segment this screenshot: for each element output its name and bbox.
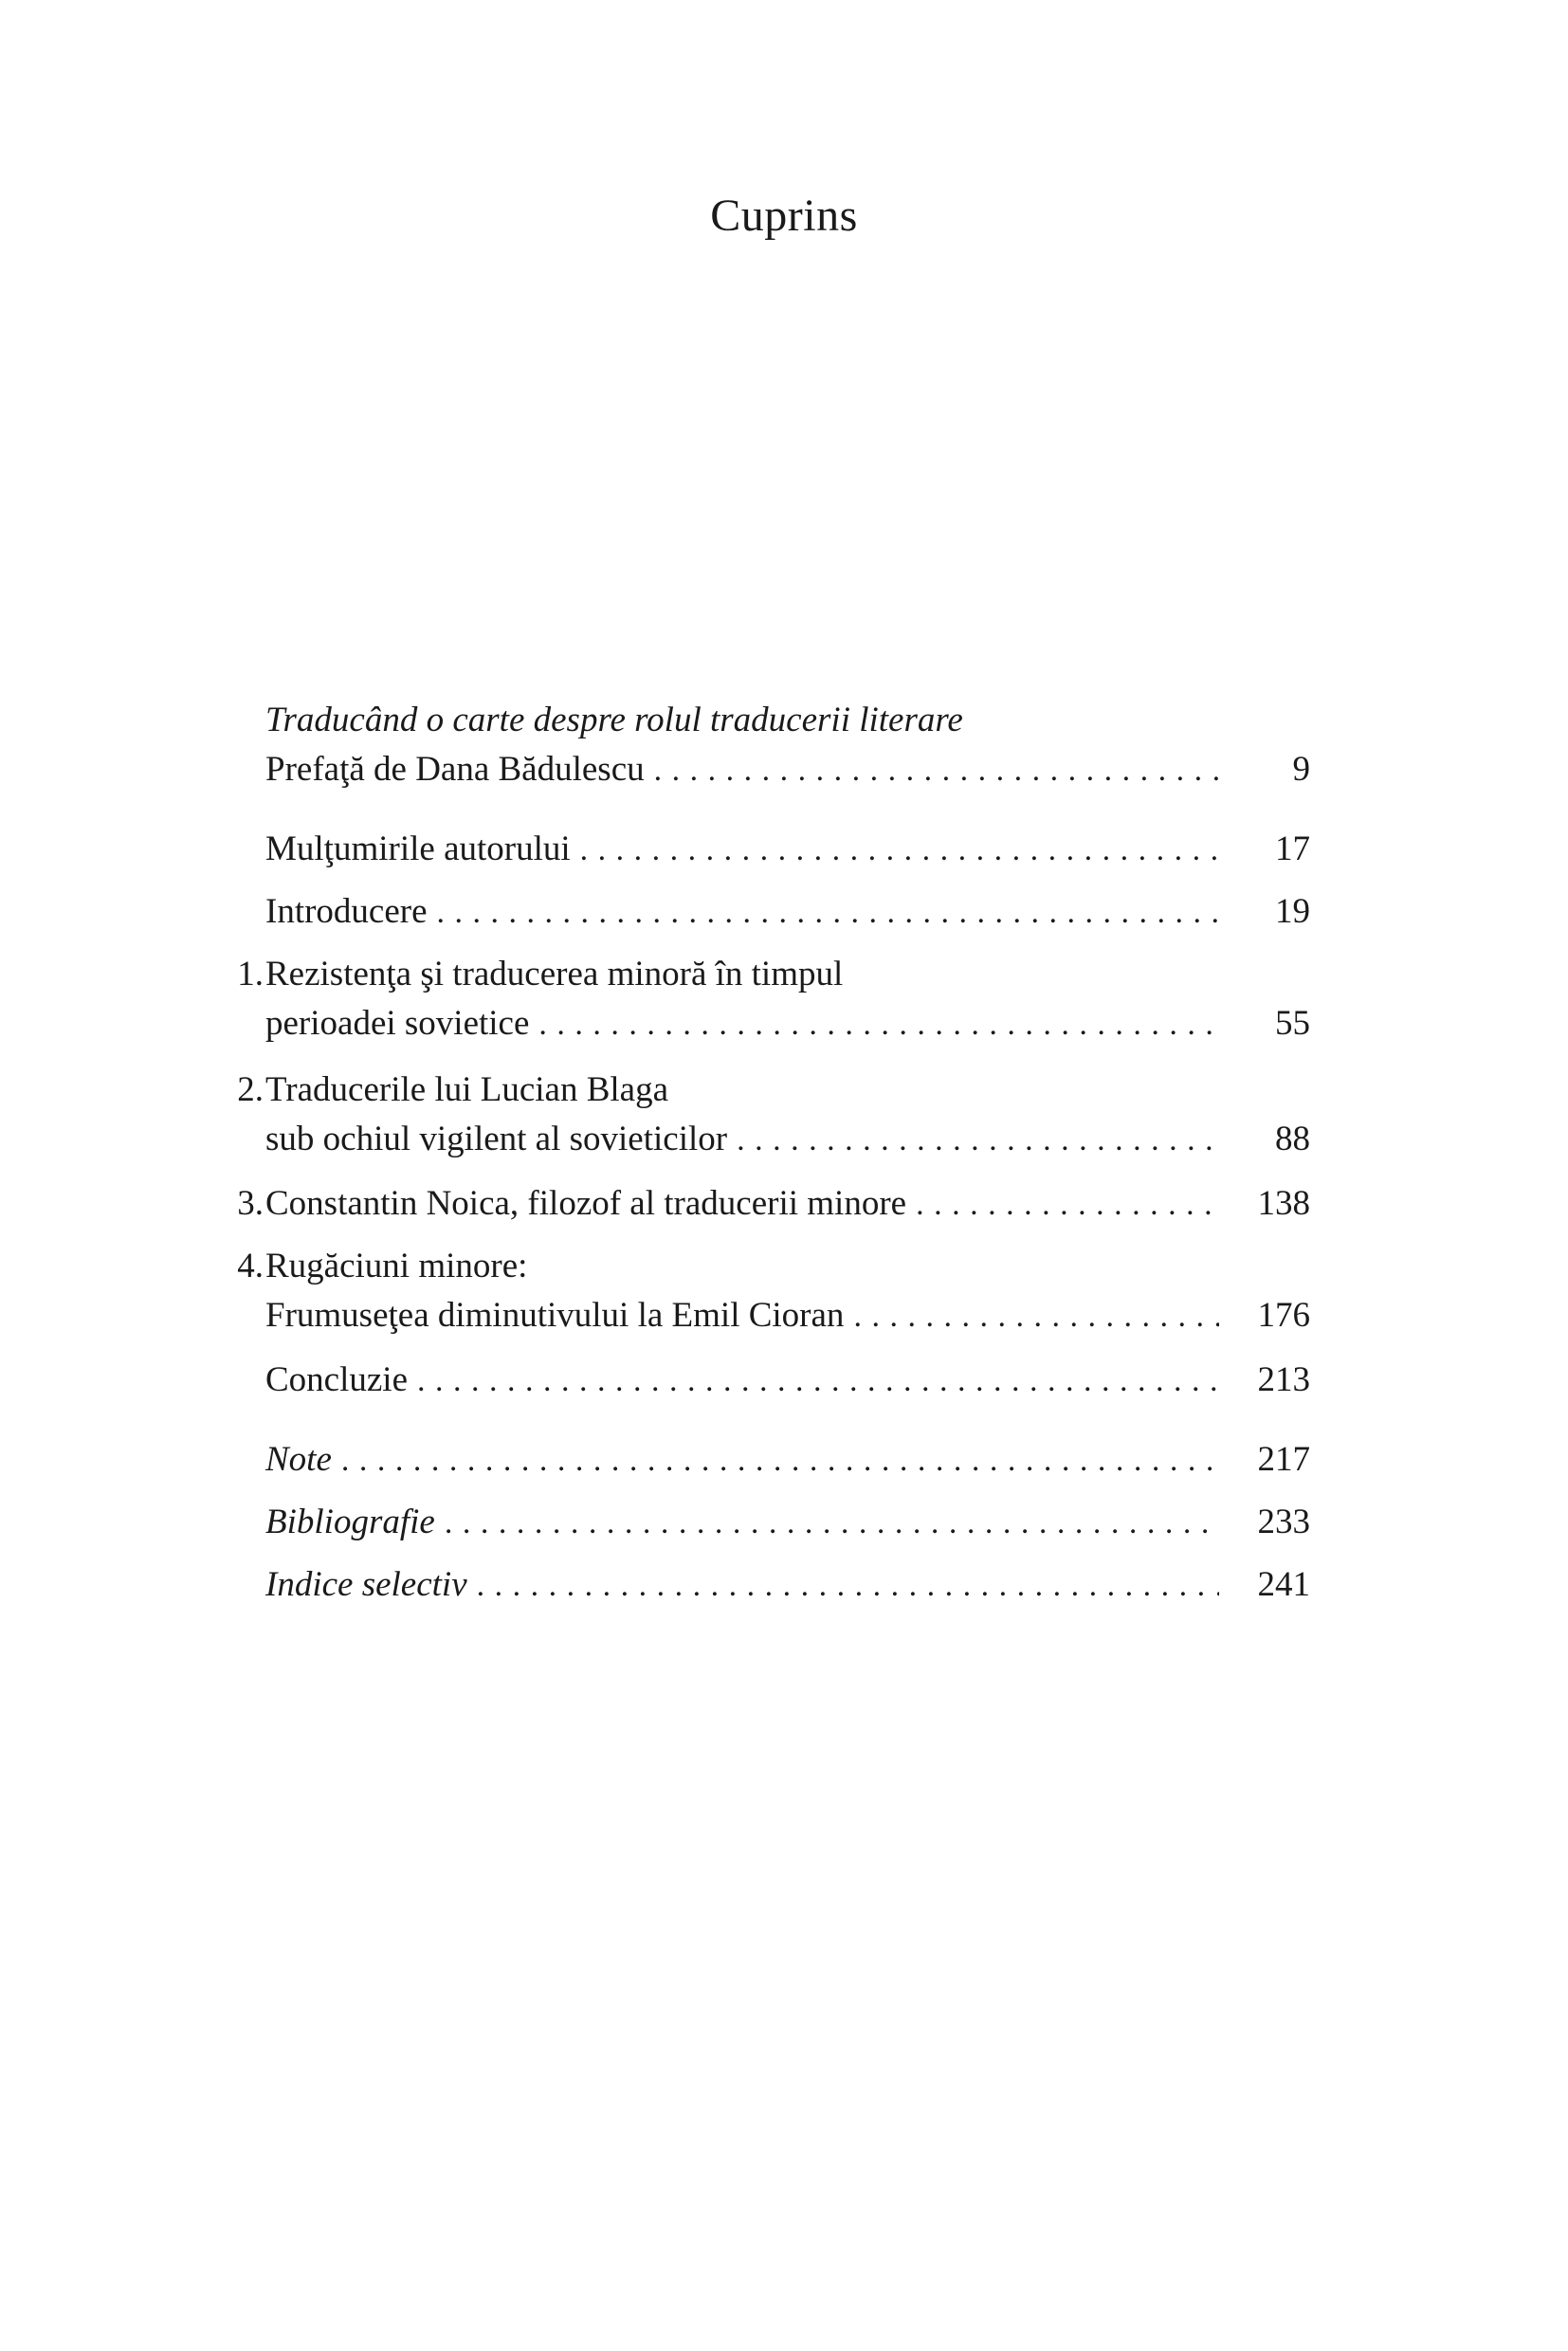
page-number: 233 <box>1257 1503 1310 1541</box>
dot-leader <box>916 1178 1219 1231</box>
page-number: 213 <box>1257 1360 1310 1399</box>
page-number: 176 <box>1257 1296 1310 1335</box>
toc-entry-chapter-1[interactable] <box>265 997 1310 1050</box>
toc-entry-title: Traducerile lui Lucian Blaga <box>265 1070 669 1109</box>
dot-leader <box>341 1434 1219 1487</box>
toc-entry-chapter-3[interactable] <box>237 1177 1310 1230</box>
page-number: 138 <box>1257 1184 1310 1223</box>
toc-entry-title-continued: perioadei sovietice <box>265 1004 530 1043</box>
toc-entry-preface[interactable] <box>265 743 1310 796</box>
toc-entry-notes[interactable] <box>265 1433 1310 1486</box>
toc-entry-title: Traducând o carte despre rolul traducerii literare <box>265 701 963 739</box>
toc-entry-introduction[interactable] <box>265 885 1310 939</box>
toc-entry-chapter-1-title <box>237 948 1310 1001</box>
toc-entry-chapter-4[interactable] <box>265 1289 1310 1342</box>
page-number: 88 <box>1275 1120 1310 1158</box>
dot-leader <box>580 824 1219 877</box>
toc-entry-title: Concluzie <box>265 1360 409 1399</box>
chapter-number: 2. <box>237 1070 264 1109</box>
toc-entry-title: Rezistenţa şi traducerea minoră în timpul <box>265 955 844 993</box>
dot-leader <box>477 1559 1219 1613</box>
chapter-number: 1. <box>237 955 264 993</box>
chapter-number: 4. <box>237 1247 264 1285</box>
toc-entry-title: Indice selectiv <box>265 1565 467 1604</box>
toc-entry-title: Note <box>265 1440 332 1479</box>
toc-entry-title: Introducere <box>265 892 428 931</box>
dot-leader <box>654 744 1219 797</box>
toc-entry-title-continued: sub ochiul vigilent al sovieticilor <box>265 1120 728 1158</box>
dot-leader <box>417 1355 1219 1408</box>
toc-entry-bibliography[interactable] <box>265 1496 1310 1549</box>
page-number: 55 <box>1275 1004 1310 1043</box>
toc-entry-conclusion[interactable] <box>265 1354 1310 1407</box>
toc-entry-chapter-4-title <box>237 1240 1310 1293</box>
page-number: 241 <box>1257 1565 1310 1604</box>
page-number: 19 <box>1275 892 1310 931</box>
dot-leader <box>853 1290 1219 1343</box>
toc-entry-chapter-2[interactable] <box>265 1113 1310 1166</box>
dot-leader <box>437 886 1219 939</box>
dot-leader <box>737 1114 1219 1167</box>
toc-entry-title: Rugăciuni minore: <box>265 1247 528 1285</box>
page-title: Cuprins <box>710 191 858 241</box>
page-number: 17 <box>1275 829 1310 868</box>
toc-entry-title: Bibliografie <box>265 1503 435 1541</box>
toc-entry-preface-title <box>265 694 1310 747</box>
toc-entry-acknowledgements[interactable] <box>265 823 1310 876</box>
dot-leader <box>538 998 1219 1051</box>
toc-entry-subtitle: Prefaţă de Dana Bădulescu <box>265 750 645 789</box>
chapter-number: 3. <box>237 1184 264 1223</box>
toc-entry-title-continued: Frumuseţea diminutivului la Emil Cioran <box>265 1296 845 1335</box>
toc-entry-title: Mulţumirile autorului <box>265 829 571 868</box>
toc-entry-title: Constantin Noica, filozof al traducerii minore <box>265 1184 907 1223</box>
page-number: 9 <box>1292 750 1310 789</box>
toc-entry-chapter-2-title <box>237 1064 1310 1117</box>
page-number: 217 <box>1257 1440 1310 1479</box>
dot-leader <box>445 1497 1219 1550</box>
toc-entry-index[interactable] <box>265 1558 1310 1612</box>
